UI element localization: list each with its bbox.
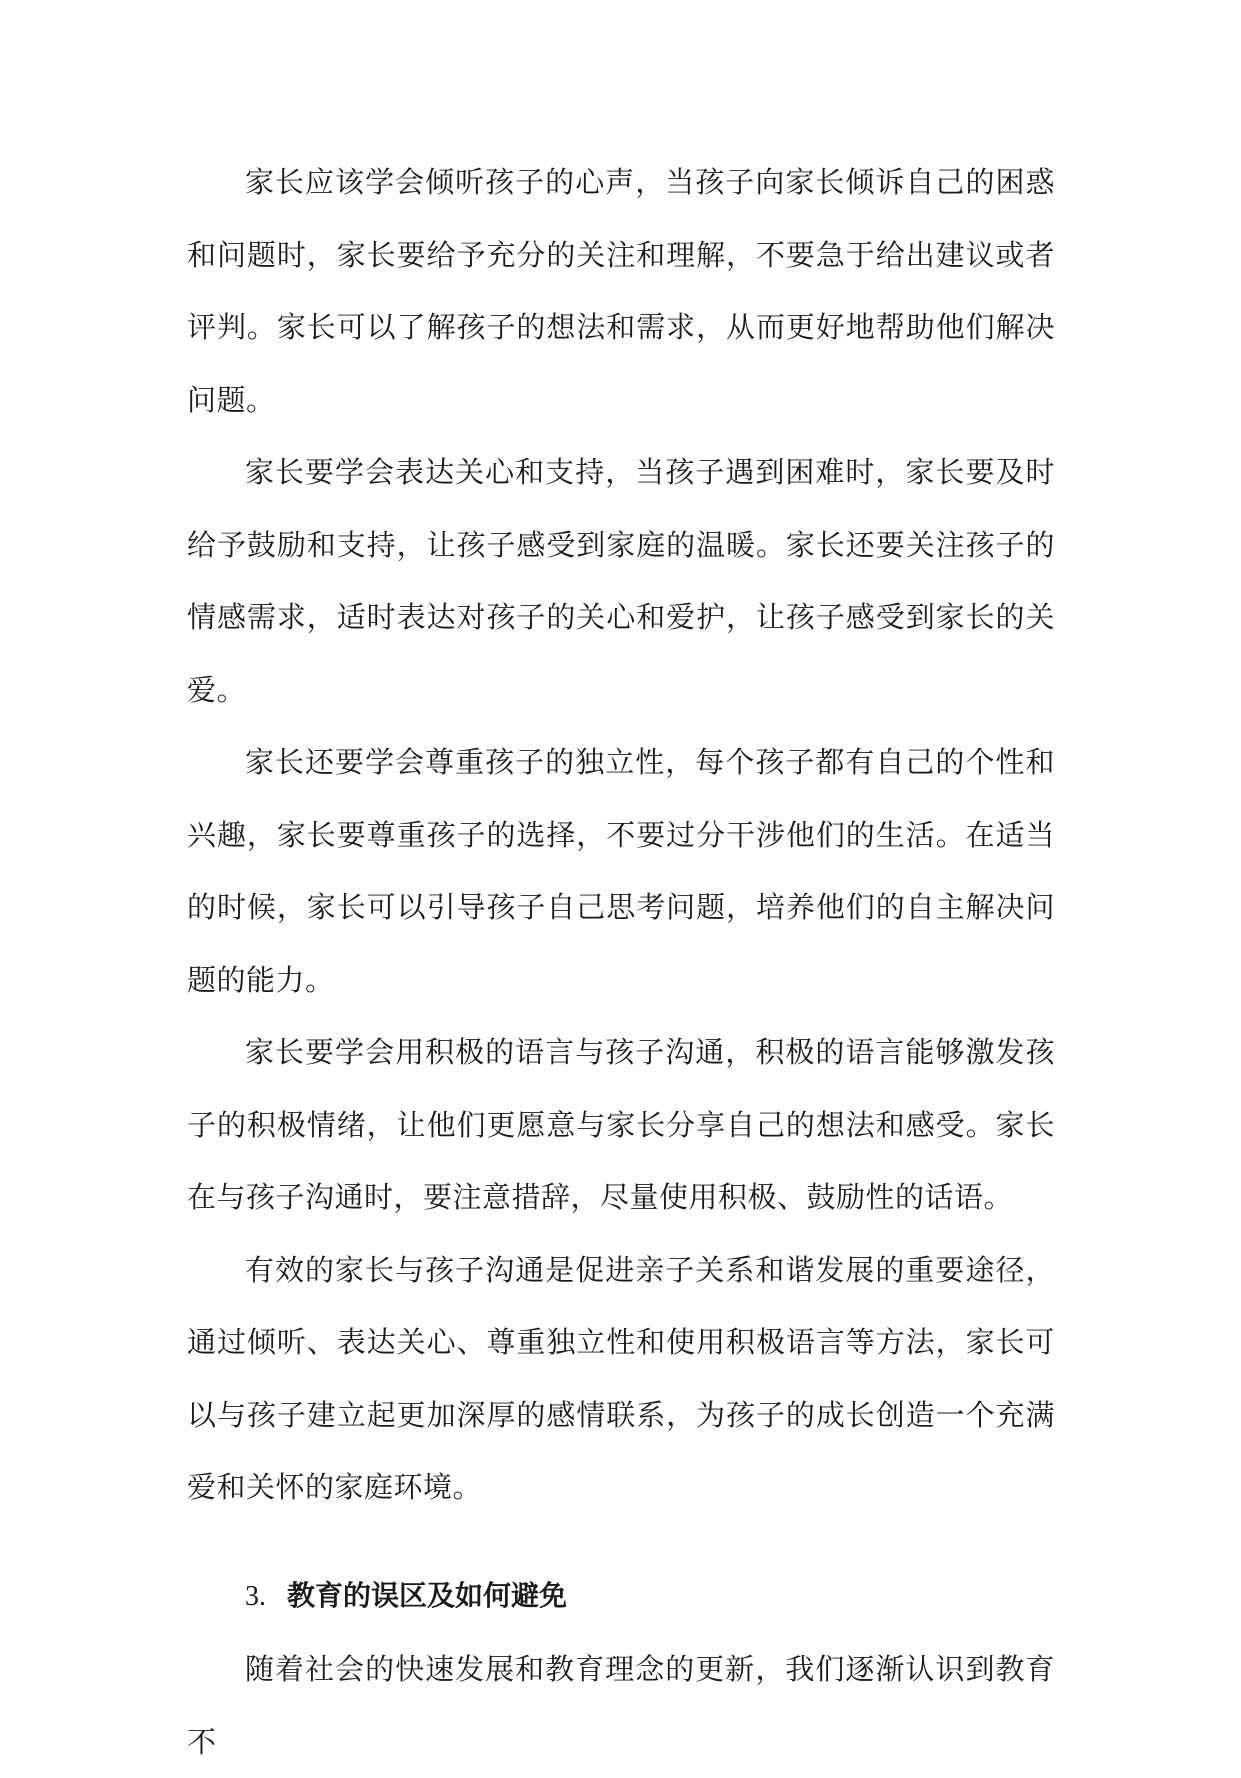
paragraph-closing: 随着社会的快速发展和教育理念的更新，我们逐渐认识到教育不 <box>187 1652 1055 1759</box>
section-title: 教育的误区及如何避免 <box>287 1578 568 1612</box>
paragraph-summary: 有效的家长与孩子沟通是促进亲子关系和谐发展的重要途径，通过倾听、表达关心、尊重独立性和使用积极语言等方法，家长可以与孩子建立起更加深厚的感情联系，为孩子的成长创造一个充满爱和关怀的家庭环境。 <box>187 1252 1055 1504</box>
paragraph-positive-language: 家长要学会用积极的语言与孩子沟通，积极的语言能够激发孩子的积极情绪，让他们更愿意与家长分享自己的想法和感受。家长在与孩子沟通时，要注意措辞，尽量使用积极、鼓励性的话语。 <box>187 1035 1055 1214</box>
section-number: 3. <box>245 1580 266 1612</box>
section-heading <box>187 1560 1055 1634</box>
paragraph-care-support: 家长要学会表达关心和支持，当孩子遇到困难时，家长要及时给予鼓励和支持，让孩子感受到家庭的温暖。家长还要关注孩子的情感需求，适时表达对孩子的关心和爱护，让孩子感受到家长的关爱。 <box>187 455 1055 707</box>
document-body <box>187 146 1055 1778</box>
paragraph-independence: 家长还要学会尊重孩子的独立性，每个孩子都有自己的个性和兴趣，家长要尊重孩子的选择，不要过分干涉他们的生活。在适当的时候，家长可以引导孩子自己思考问题，培养他们的自主解决问题的能力。 <box>187 745 1055 997</box>
paragraph-listening: 家长应该学会倾听孩子的心声，当孩子向家长倾诉自己的困惑和问题时，家长要给予充分的关注和理解，不要急于给出建议或者评判。家长可以了解孩子的想法和需求，从而更好地帮助他们解决问题。 <box>187 165 1055 417</box>
